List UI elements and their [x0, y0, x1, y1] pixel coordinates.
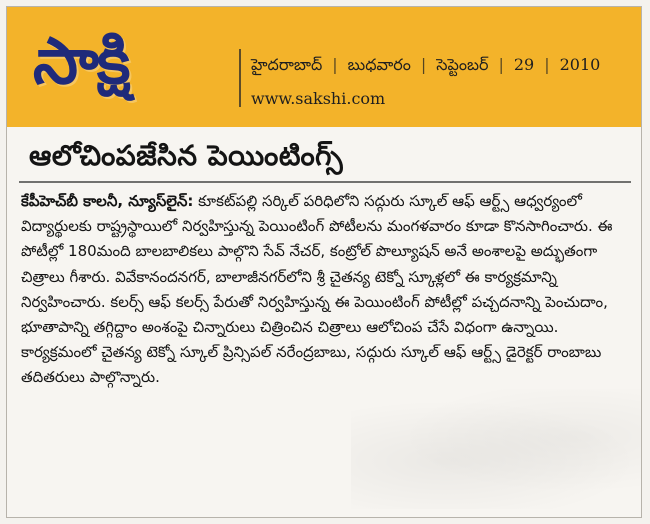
dateline-separator: | [332, 55, 338, 74]
dateline [251, 55, 600, 78]
masthead [7, 7, 641, 127]
newspaper-logo: సాక్షి [33, 25, 129, 99]
website-url: www.sakshi.com [251, 89, 386, 108]
dateline-separator: | [498, 55, 504, 74]
dateline-separator: | [544, 55, 550, 74]
title-rule [19, 181, 631, 183]
masthead-divider [239, 49, 241, 107]
dateline-year: 2010 [559, 55, 601, 74]
dateline-separator: | [420, 55, 427, 74]
dateline-weekday: బుధవారం [347, 55, 411, 74]
dateline-day: 29 [513, 55, 535, 74]
bleed-through-shadow [351, 389, 642, 509]
article-body [21, 189, 625, 391]
dateline-city: హైదరాబాద్ [251, 55, 323, 74]
article-title: ఆలోచింపజేసిన పెయింటింగ్స్ [29, 139, 344, 172]
article-text: కూకట్‌పల్లి సర్కిల్ పరిధిలోని సద్గురు స్కూల్ ఆఫ్ ఆర్ట్స్ ఆధ్వర్యంలో విద్యార్థులకు రాష్ట్రస్థాయిలో నిర్వహిస్తున్న పెయింటింగ్ పోటీలను మంగళవారం కూడా కొనసాగించారు. ఈ పోటీల్లో 180మంది బాలబాలికలు పాల్గొని సేవ్ నేచర్, కంట్రోల్ పొల్యూషన్ అనే అంశాలపై అద్భుతంగా చిత్రాలు గీశారు. వివేకానందనగర్, బాలాజీనగర్‌లోని శ్రీ చైతన్య టెక్నో స్కూళ్లలో ఈ కార్యక్రమాన్ని నిర్వహించారు. కలర్స్ ఆఫ్ కలర్స్ పేరుతో నిర్వహిస్తున్న ఈ పెయింటింగ్ పోటీల్లో పచ్చదనాన్ని పెంచుదాం, భూతాపాన్ని తగ్గిద్దాం అంశంపై చిన్నారులు చిత్రించిన చిత్రాలు ఆలోచింప చేసే విధంగా ఉన్నాయి. కార్యక్రమంలో చైతన్య టెక్నో స్కూల్ ప్రిన్సిపల్ నరేంద్రబాబు, సద్గురు స్కూల్ ఆఫ్ ఆర్ట్స్ డైరెక్టర్ రాంబాబు తదితరులు పాల్గొన్నారు. [21, 192, 613, 387]
newspaper-clipping [6, 6, 642, 518]
dateline-month: సెప్టెంబర్ [436, 55, 489, 74]
article-lead: కేపీహెచ్‌బీ కాలనీ, న్యూస్‌లైన్: [21, 192, 194, 210]
